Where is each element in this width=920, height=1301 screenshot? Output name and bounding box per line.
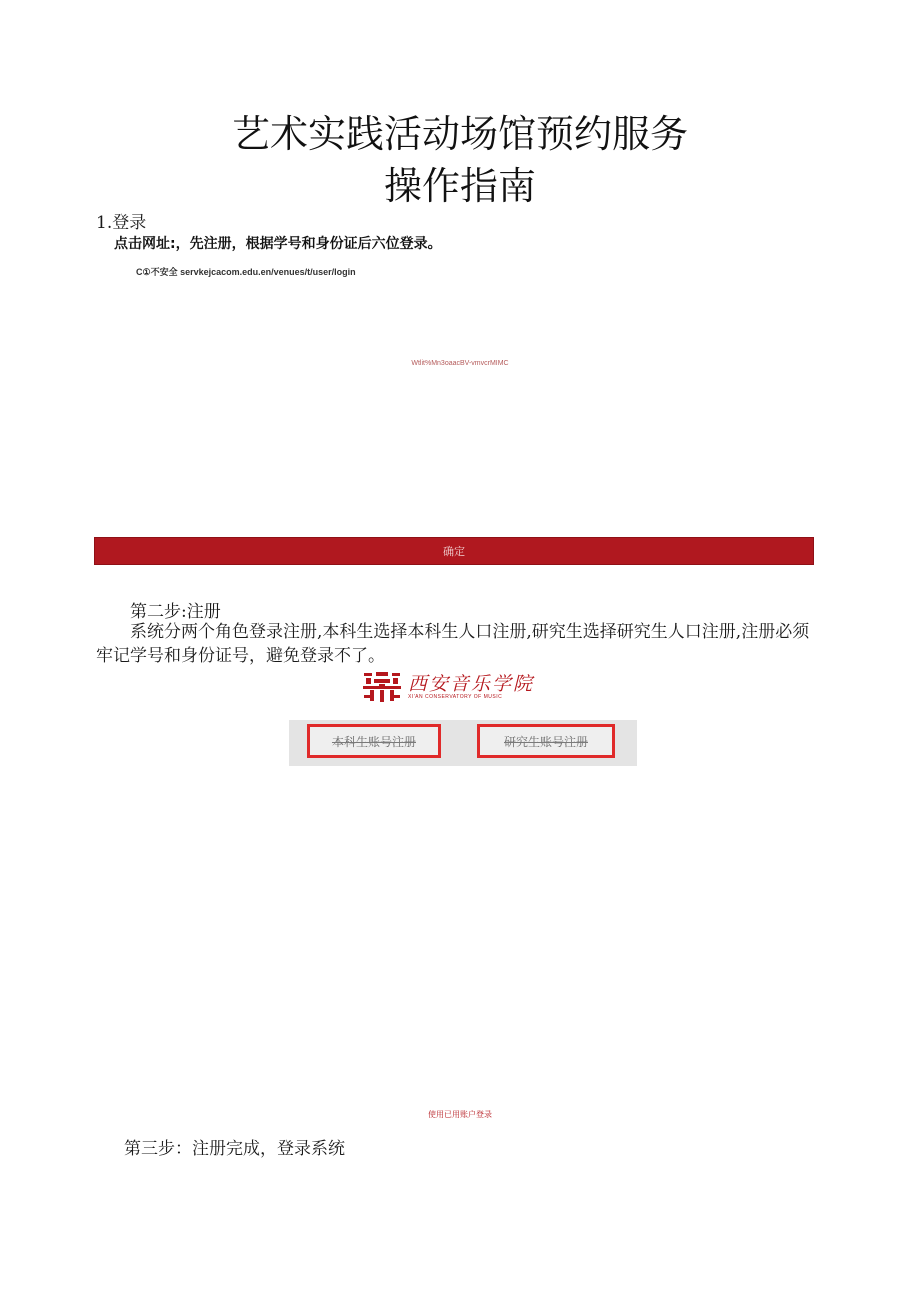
- conservatory-logo: [362, 670, 550, 704]
- undergrad-register-label: 本科生账号注册: [331, 734, 416, 749]
- step2-heading: 第二步:注册: [130, 602, 221, 622]
- logo-english-name: XI'AN CONSERVATORY OF MUSIC: [408, 694, 503, 700]
- confirm-button[interactable]: 确定: [94, 537, 814, 565]
- xian-conservatory-logo-icon: [362, 671, 402, 703]
- grad-register-button[interactable]: [477, 724, 615, 758]
- existing-account-login-link[interactable]: 使用已用账户登录: [428, 1110, 492, 1119]
- section-login-heading: 1.登录: [96, 213, 147, 233]
- doc-title-line1: 艺术实践活动场馆预约服务: [231, 112, 688, 156]
- grad-register-label: 研究生账号注册: [503, 734, 588, 749]
- doc-title-line2: 操作指南: [383, 164, 536, 208]
- login-instruction: 点击网址:，先注册，根据学号和身份证后六位登录。: [114, 236, 442, 252]
- logo-chinese-name: 西安音乐学院: [408, 673, 535, 695]
- registration-description: 系统分两个角色登录注册,本科生选择本科生人口注册,研究生选择研究生人口注册,注册必须牢记学号和身份证号，避免登录不了。: [96, 622, 810, 666]
- step3-heading: 第三步：注册完成，登录系统: [124, 1139, 345, 1159]
- screenshot-caption: Wtlit%Mn3oaacBV-vmvcrMIMC: [411, 360, 509, 367]
- undergrad-register-button[interactable]: [307, 724, 441, 758]
- registration-panel: [289, 720, 637, 766]
- address-bar-url: C①不安全 servkejcacom.edu.en/venues/t/user/login: [136, 267, 356, 277]
